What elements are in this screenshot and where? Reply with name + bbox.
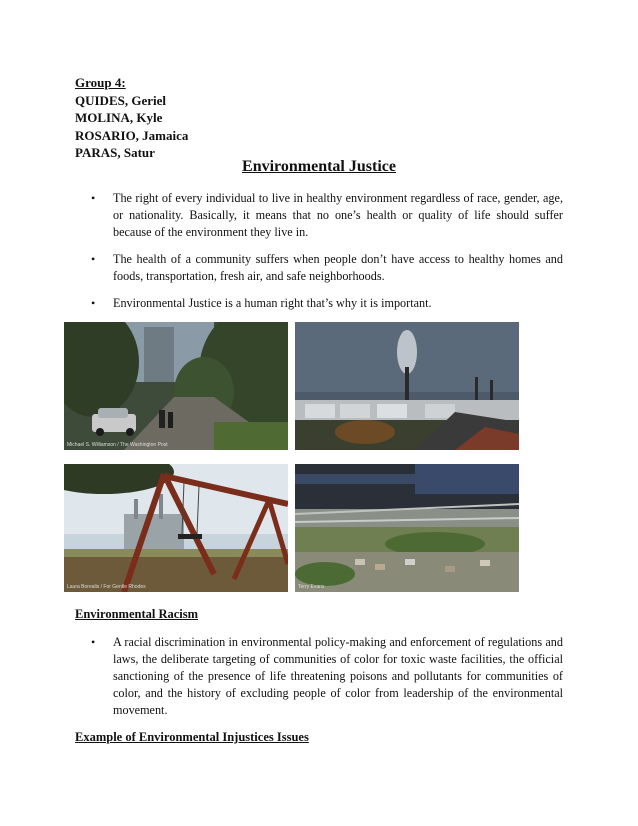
bullet-text: The health of a community suffers when people don’t have access to healthy homes and foods, transportation, fresh air, and safe neighborhoods. (113, 252, 563, 283)
photo-credit: Laura Borealis / For Gentle Rhodes (67, 584, 146, 590)
member-name: PARAS, Satur (75, 145, 155, 160)
group-title: Group 4: (75, 75, 126, 90)
bullet-text: Environmental Justice is a human right that’s why it is important. (113, 296, 432, 310)
bullet-icon: • (91, 635, 96, 649)
bullet-icon: • (91, 252, 96, 266)
bullet-text: The right of every individual to live in healthy environment regardless of race, gender, age, or nationality. Basically, it means that no one’s health or quality of life should suffer because of the environment they live in. (113, 191, 563, 239)
bullet-text: A racial discrimination in environmental policy-making and enforcement of regulations and laws, the deliberate targeting of communities of color for toxic waste facilities, the official sanctioning of the presence of life threatening poisons and pollutants for communities of color, and the history of excluding people of color from leadership of the environmental movement. (113, 635, 563, 717)
refinery-photo (295, 322, 519, 450)
member-name: MOLINA, Kyle (75, 110, 163, 125)
photo-credit: Michael S. Williamson / The Washington Post (67, 442, 168, 448)
racism-bullet-list (75, 634, 563, 729)
section-heading: Example of Environmental Injustices Issues (75, 730, 309, 744)
bullet-item (75, 295, 563, 312)
bullet-item (75, 251, 563, 285)
member-name: QUIDES, Geriel (75, 92, 166, 108)
bullet-item (75, 190, 563, 241)
photo-credit: Terry Evans (298, 584, 325, 590)
section-heading: Environmental Racism (75, 607, 199, 621)
member-name: ROSARIO, Jamaica (75, 127, 189, 143)
aerial-industrial-photo (295, 464, 519, 592)
bullet-icon: • (91, 296, 96, 310)
document-title: Environmental Justice (242, 158, 396, 175)
bullet-icon: • (91, 191, 96, 205)
bullet-item (75, 634, 563, 719)
justice-bullet-list (75, 190, 563, 322)
group-header (75, 74, 188, 162)
street-photo (64, 322, 288, 450)
playground-photo (64, 464, 288, 592)
